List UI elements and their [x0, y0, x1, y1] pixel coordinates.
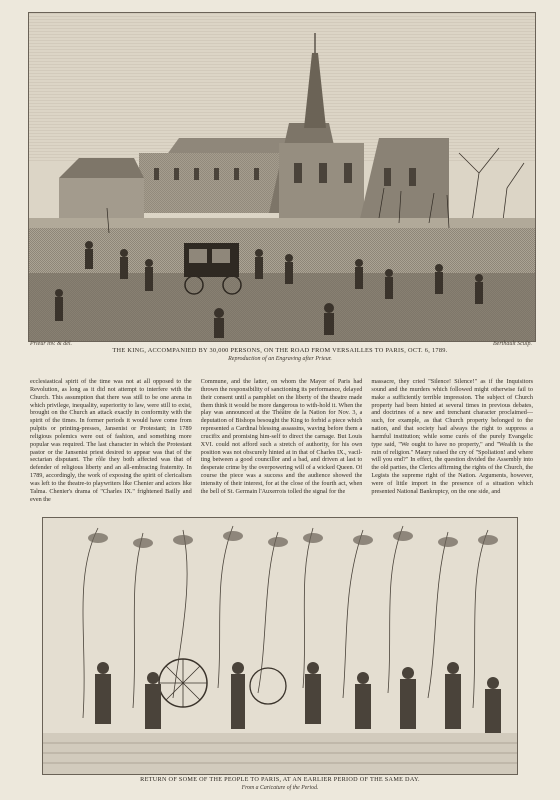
- article-column-2: Commune, and the latter, on whom the Mayor of Paris had thrown the responsibility of sanctioning its performance, delayed their consent until a pamphlet on the liberty of the theatre made them think it would be more dangerous to with-hold it. When the play was announced at the Théâtre de la Nation for Nov. 3, a deputation of Bishops besought the King to forbid a piece which represented a Cardinal blessing assassins, waving before them a crucifix and promising him-self to direct the carnage. But Louis XVI. could not afford such a stretch of authority, for his own position was not obscurely hinted at in that of Charles IX., vacil-ting between a good councillor and a bad, and driven at last to desperate crime by the overpowering will of a wicked Queen. Of course the piece was a success and the audience showed the intensity of their interest, for at the close of the fourth act, when the bell of St. Germain l'Auxerrois tolled the signal for the: [200, 378, 363, 495]
- article-column-3: massacre, they cried "Silence! Silence!" as if the Inquisitors sound and the murders which followed might otherwise fail to make a sufficiently terrible impression. The subject of Church property had been hinted at several times in previous debates, and doctrines of a new and trenchant character proclaimed—such, for example, as that Church property belonged to the nation, and that society had always the right to suppress a harmful institution; while some curés of the purely Evangelic type said, "We ought to have no property," and "Wealth is the ruin of religion." Maury raised the cry of "Spoliation! and where will you end?" In effect, the question divided the Assembly into the old parties, the Clerics affirming the rights of the Church, the Legists the supreme right of the Nation. Arguments, however, were of little import in the presence of a situation which presented National Bankruptcy, on the one side, and: [371, 378, 534, 495]
- article-column-1: ecclesiastical spirit of the time was not at all opposed to the Revolution, as long as it did not attempt to interfere with the Church. This assumption that there was still to be one arena in which privilege, inequality, superiority to law, were still to exist, brought on the Church an attack exactly in conformity with the spirit of the times. In former periods it would have come from pulpits or printing-presses, Jansenist or Protestant; in 1789 religious polemics were out of fashion, and something more popular was required. The last character in which the Protestant pastor or the Jansenist priest desired to appear was that of the sectarian disputant. The rôle they both affected was that of defender of religious liberty and an all-embracing fraternity. In 1789, accordingly, the work of exposing the spirit of clericalism was left to the theatre-to playwriters like Chenier and actors like Talma. Chenier's drama of "Charles IX." frightened Bailly and even the: [30, 378, 192, 503]
- engraver-credit-left: Prieur inv. & del.: [30, 341, 73, 347]
- bottom-figure-caption: RETURN OF SOME OF THE PEOPLE TO PARIS, AT AN EARLIER PERIOD OF THE SAME DAY.: [140, 776, 420, 783]
- engraver-credit-right: Berthault Sculp.: [493, 341, 532, 347]
- engraving-caricature-return: [42, 517, 518, 775]
- article-columns: [30, 378, 533, 508]
- top-figure-subcaption: Reproduction of an Engraving after Prieur.: [228, 356, 332, 362]
- bottom-figure-subcaption: From a Caricature of the Period.: [241, 785, 319, 791]
- top-figure-caption: THE KING, ACCOMPANIED BY 30,000 PERSONS, ON THE ROAD FROM VERSAILLES TO PARIS, OCT. 6, 1789.: [112, 347, 448, 354]
- engraving-procession-versailles: [28, 12, 536, 342]
